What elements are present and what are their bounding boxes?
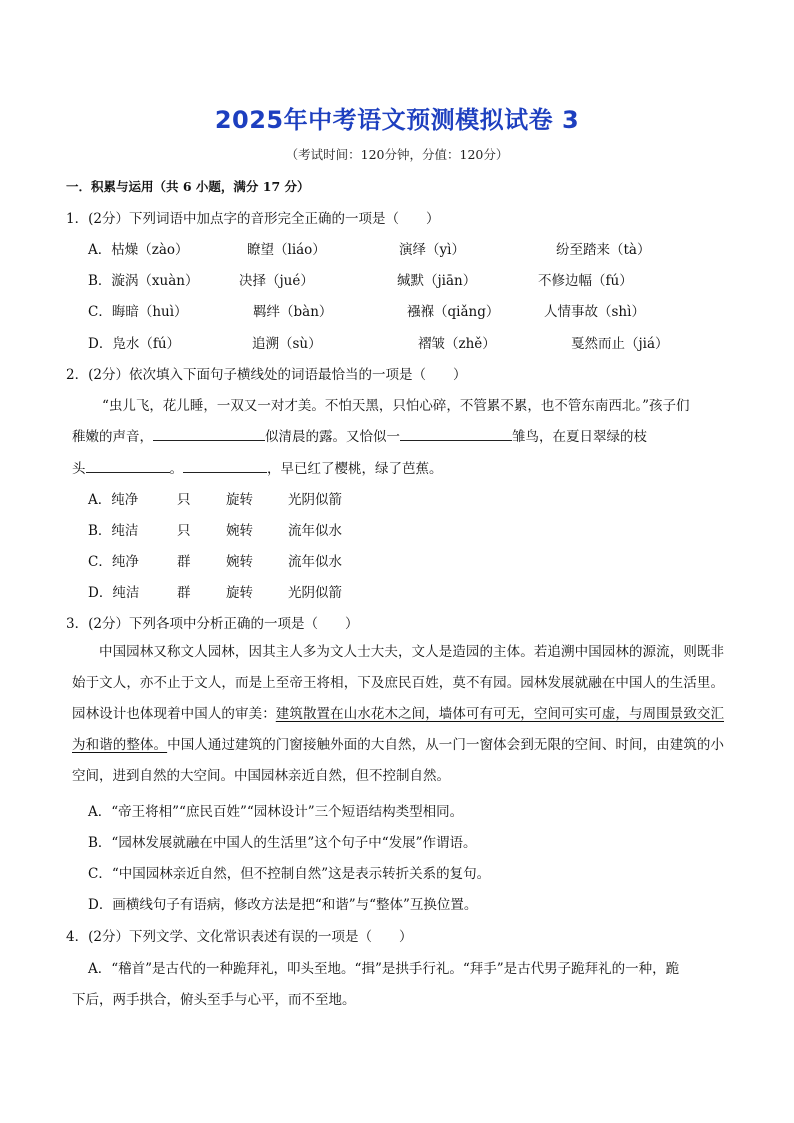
q1-option-b-3: 缄默（jiān） <box>397 273 477 289</box>
q3-option-c: C．“中国园林亲近自然，但不控制自然”这是表示转折关系的复句。 <box>88 866 491 882</box>
q1-option-c-3: 襁褓（qiǎng） <box>407 304 500 320</box>
q2-option-a-2: 只 <box>177 492 191 508</box>
q1-option-a-1: A．枯燥（zào） <box>88 242 189 258</box>
q2-option-b-2: 只 <box>177 523 191 539</box>
passage-text: 。 <box>169 461 183 477</box>
q2-option-c-2: 群 <box>177 554 191 570</box>
q1-option-d-1: D．凫水（fú） <box>88 336 181 352</box>
q2-option-b-3: 婉转 <box>226 523 253 539</box>
q1-option-a-3: 演绎（yì） <box>399 242 465 258</box>
q1-option-a-4: 纷至踏来（tà） <box>556 242 651 258</box>
q1-option-c-4: 人情事故（shì） <box>544 304 645 320</box>
page-title: 2025年中考语文预测模拟试卷 3 <box>214 106 580 134</box>
fill-blank-4 <box>183 458 267 473</box>
q3-option-d: D．画横线句子有语病，修改方法是把“和谐”与“整体”互换位置。 <box>88 897 478 913</box>
q1-option-d-2: 追溯（sù） <box>252 336 322 352</box>
q2-option-b-4: 流年似水 <box>288 523 342 539</box>
passage-text: 雏鸟，在夏日翠绿的枝 <box>512 429 647 445</box>
underlined-sentence: 建筑散置在山水花木之间，墙体可有可无，空间可实可虚，与周围景致交汇为和谐的整体。 <box>72 706 725 753</box>
q4-option-a-line-2: 下后，两手拱合，俯头至手与心平，而不至地。 <box>72 992 356 1008</box>
fill-blank-1 <box>153 426 265 441</box>
q1-option-a-2: 瞭望（liáo） <box>247 242 326 258</box>
q1-option-c-1: C．晦暗（huì） <box>88 304 188 320</box>
q1-option-d-3: 褶皱（zhě） <box>418 336 496 352</box>
q2-option-d-3: 旋转 <box>226 585 253 601</box>
question-3-passage <box>72 637 724 792</box>
q2-option-c-4: 流年似水 <box>288 554 342 570</box>
q3-option-a: A．“帝王将相”“庶民百姓”“园林设计”三个短语结构类型相同。 <box>88 804 464 820</box>
q2-option-a-3: 旋转 <box>226 492 253 508</box>
q1-option-d-4: 戛然而止（jiá） <box>571 336 669 352</box>
q2-option-a-1: A．纯净 <box>88 492 139 508</box>
question-2-stem: 2．(2分）依次填入下面句子横线处的词语最恰当的一项是（ ） <box>66 367 467 383</box>
q2-option-d-4: 光阴似箭 <box>288 585 342 601</box>
q2-option-d-1: D．纯洁 <box>88 585 140 601</box>
question-2-passage-line-1: “虫儿飞，花儿睡，一双又一对才美。不怕天黑，只怕心碎，不管累不累，也不管东南西北。”孩子们 <box>102 398 690 414</box>
question-1-stem: 1．(2分）下列词语中加点字的音形完全正确的一项是（ ） <box>66 211 440 227</box>
q2-option-c-3: 婉转 <box>226 554 253 570</box>
exam-info: （考试时间：120分钟，分值：120分） <box>285 147 509 162</box>
passage-text: 中国人通过建筑的门窗接触外面的大自然，从一门一窗体会到无限的空间、时间，由建筑的小空间，进到自然的大空间。中国园林亲近自然，但不控制自然。 <box>72 737 725 784</box>
passage-text: ，早已红了樱桃，绿了芭蕉。 <box>267 461 443 477</box>
q4-option-a-line-1: A．“稽首”是古代的一种跪拜礼，叩头至地。“揖”是拱手行礼。“拜手”是古代男子跪拜礼的一种，跪 <box>88 961 680 977</box>
q2-option-b-1: B．纯洁 <box>88 523 139 539</box>
fill-blank-3 <box>86 458 170 473</box>
q1-option-b-2: 决择（jué） <box>239 273 314 289</box>
fill-blank-2 <box>400 426 512 441</box>
question-3-stem: 3．(2分）下列各项中分析正确的一项是（ ） <box>66 616 359 632</box>
q1-option-c-2: 羁绊（bàn） <box>253 304 333 320</box>
passage-text: 稚嫩的声音， <box>72 429 153 445</box>
question-2-passage-line-3 <box>72 457 443 477</box>
q2-option-d-2: 群 <box>177 585 191 601</box>
question-2-passage-line-2 <box>72 425 647 445</box>
q1-option-b-4: 不修边幅（fú） <box>538 273 633 289</box>
passage-text: 中国园林又称文人园林，因其主人多为文人士大夫，文人是造园的主体。若追溯中国园林的源流，则既非始于文人，亦不止于文人，而是上至帝王将相，下及庶民百姓，莫不有园。园林发展就融在中国人的生活里。园林设计也体现着中国人的审美： <box>72 644 724 722</box>
q1-option-b-1: B．漩涡（xuàn） <box>88 273 199 289</box>
q2-option-a-4: 光阴似箭 <box>288 492 342 508</box>
section-heading: 一．积累与运用（共 6 小题，满分 17 分） <box>66 179 310 194</box>
q2-option-c-1: C．纯净 <box>88 554 139 570</box>
passage-text: 头 <box>72 461 86 477</box>
q3-option-b: B．“园林发展就融在中国人的生活里”这个句子中“发展”作谓语。 <box>88 835 477 851</box>
question-4-stem: 4．(2分）下列文学、文化常识表述有误的一项是（ ） <box>66 929 413 945</box>
passage-text: 似清晨的露。又恰似一 <box>265 429 400 445</box>
